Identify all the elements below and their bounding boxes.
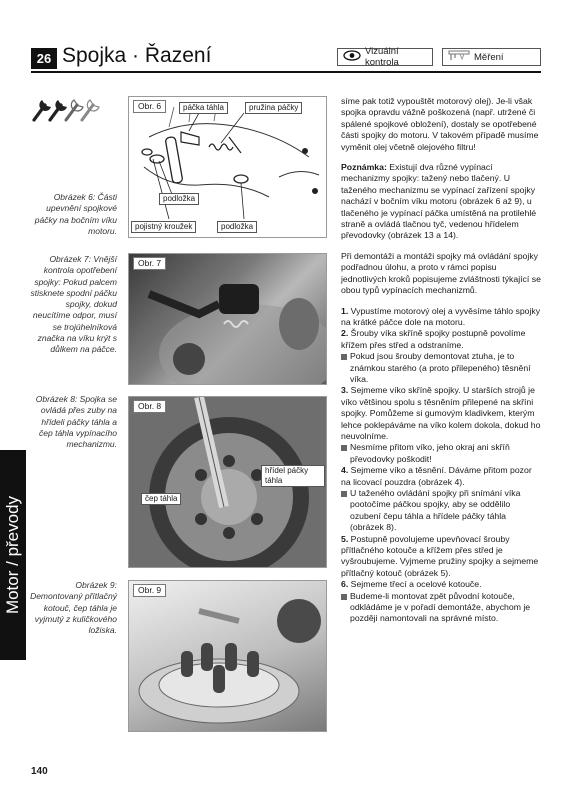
procedure-step xyxy=(341,328,541,351)
step-text: Sejmeme víko a těsnění. Dáváme přitom pozor na licovací pouzdra (obrázek 4). xyxy=(341,465,532,487)
procedure-step xyxy=(341,534,541,580)
step-text: Postupně povolujeme upevňovací šrouby přítlačného kotouče a křížem přes střed je vyšroubujeme. Vyjmeme pružiny spojky a sejmeme přítlačný kotouč (obrázek 5). xyxy=(341,533,539,578)
figure-8-label: Obr. 8 xyxy=(133,400,166,413)
figure-6-label: Obr. 6 xyxy=(133,100,166,113)
measure-label: Měření xyxy=(474,51,504,63)
step-number: 6. xyxy=(341,579,349,590)
caption-fig6: Obrázek 6: Části upevnění spojkové páčky na bočním víku motoru. xyxy=(34,192,117,236)
note-text: Existují dva různé vypínací mechanizmy spojky: tažený nebo tlačený. U taženého mechanizmu se vypínací zařízení spojky nachází v bočním víku motoru (obrázek 6 až 9), u tlačeného je vypínací páčka umístěná na protilehlé straně a ovládá tlačnou tyč, vedenou hřídelem převodovky (obrázek 13 a 14). xyxy=(341,162,537,241)
callout-packa-tahla: páčka táhla xyxy=(179,102,228,114)
callout-podlozka-2: podložka xyxy=(217,221,257,233)
callout-pojistny-krouzek: pojistný kroužek xyxy=(131,221,196,233)
eye-icon xyxy=(343,50,361,64)
caliper-icon xyxy=(448,49,470,65)
procedure-steps xyxy=(341,306,541,625)
figure-7-photo xyxy=(128,253,327,385)
figure-8-photo xyxy=(128,396,327,568)
visual-check-badge xyxy=(337,48,433,66)
procedure-bullet: Nesmíme přitom víko, jeho okraj ani skříň převodovky poškodit! xyxy=(341,442,541,465)
caption-fig7: Obrázek 7: Vnější kontrola opotřebení spojky: Pokud palcem stisknete spodní páčku spojky, dokud neucítíme odpor, musí se trojúhelníková značka na víku krýt s důlkem na páčce. xyxy=(30,254,117,355)
caption-fig9: Obrázek 9: Demontovaný přítlačný kotouč, čep táhla je vyjmutý z kuličkového ložiska. xyxy=(30,580,117,636)
figure-9-photo xyxy=(128,580,327,732)
step-number: 4. xyxy=(341,465,349,476)
callout-podlozka-1: podložka xyxy=(159,193,199,205)
visual-check-label: Vizuální kontrola xyxy=(365,46,399,68)
step-text: Vypustíme motorový olej a vyvěsíme táhlo spojky na krátké páčce dole na motoru. xyxy=(341,305,541,327)
step-number: 5. xyxy=(341,533,349,544)
callout-cep-tahla: čep táhla xyxy=(141,493,181,505)
procedure-step xyxy=(341,579,541,590)
figure-9-label: Obr. 9 xyxy=(133,584,166,597)
step-number: 1. xyxy=(341,305,349,316)
figure-6-drawing xyxy=(128,96,327,238)
procedure-bullet: Budeme-li montovat zpět původní kotouče, odkládáme je v pořadí demontáže, abychom je později namontovali na správné místo. xyxy=(341,591,541,625)
difficulty-wrench-icons xyxy=(30,98,112,127)
step-number: 2. xyxy=(341,328,349,339)
step-number: 3. xyxy=(341,385,349,396)
callout-pruzina-packy: pružina páčky xyxy=(245,102,302,114)
step-text: Šrouby víka skříně spojky postupně povolíme křížem přes střed a odstraníme. xyxy=(341,328,526,350)
procedure-step xyxy=(341,465,541,488)
procedure-bullet: Pokud jsou šrouby demontovat ztuha, je to známkou starého (a proto přilepeného) těsnění víka. xyxy=(341,351,541,385)
measure-badge xyxy=(442,48,541,66)
note-label: Poznámka: xyxy=(341,162,387,173)
step-text: Sejmeme třecí a ocelové kotouče. xyxy=(348,579,482,590)
figure-7-label: Obr. 7 xyxy=(133,257,166,270)
step-text: Sejmeme víko skříně spojky. U starších strojů je víko většinou spolu s těsněním přilepené na skříni spojky. Pomůžeme si gumovým kladivkem, kterým lehce poklepáváme na víko kolem dokola, dokud ho neuvolníme. xyxy=(341,385,541,441)
page-title: Spojka · Řazení xyxy=(62,44,212,67)
procedure-bullet: U taženého ovládání spojky při snímání víka pootočíme páčkou spojky, aby se oddělilo ozubení čepu táhla a hřídele páčky táhla (obrázek 8). xyxy=(341,488,541,534)
body-paragraph-1: síme pak totiž vypouštět motorový olej). Je-li však spojka opravdu vážně poškozená (např. utržené či spálené spojkové obložení), dostaly se opotřebené části spojky do motoru. V takovém případě musíme vyměnit olej včetně olejového filtru! xyxy=(341,96,539,152)
procedure-step xyxy=(341,385,541,442)
body-paragraph-3: Při demontáži a montáži spojky má ovládání spojky podřadnou úlohu, a proto v rámci popisu jednotlivých kroků popisujeme zvláštnosti týkající se obou typů vypínacích mechanizmů. xyxy=(341,250,541,296)
callout-hridel-packy-tahla: hřídel páčky táhla xyxy=(261,465,325,487)
body-text-column xyxy=(341,96,541,625)
footer-page-number: 140 xyxy=(31,766,48,777)
caption-fig8: Obrázek 8: Spojka se ovládá přes zuby na hřídeli páčky táhla a čep táhla vypínacího mechanizmu. xyxy=(35,394,117,450)
header-rule xyxy=(31,71,541,73)
chapter-side-tab: Motor / převody xyxy=(0,450,26,660)
note-paragraph xyxy=(341,162,541,242)
procedure-step xyxy=(341,306,541,329)
page-section-number: 26 xyxy=(31,48,57,69)
